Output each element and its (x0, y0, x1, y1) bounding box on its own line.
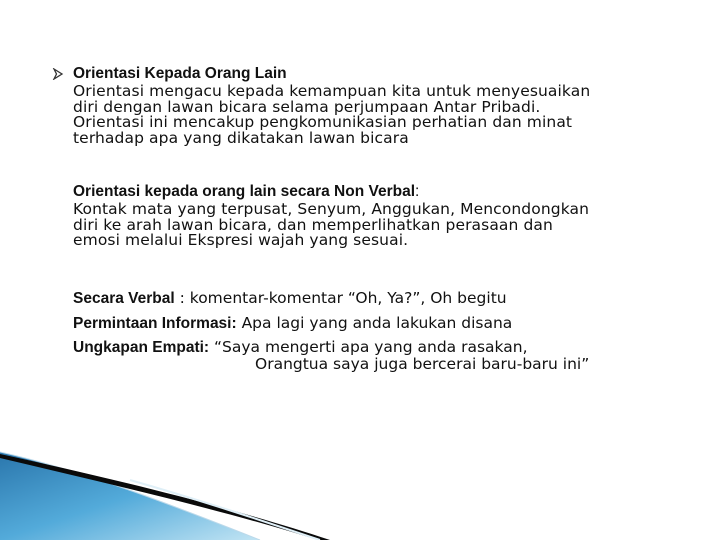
verbal-row (73, 286, 693, 311)
corner-decoration (0, 440, 720, 540)
section-title: Orientasi Kepada Orang Lain (73, 65, 287, 82)
body-line: Kontak mata yang terpusat, Senyum, Anggukan, Mencondongkan (73, 200, 590, 218)
body-line: emosi melalui Ekspresi wajah yang sesuai. (73, 231, 409, 249)
section-title (73, 182, 693, 202)
section-verbal (73, 286, 693, 372)
row-text: “Saya mengerti apa yang anda rasakan, (209, 338, 528, 356)
section-title-text: Orientasi kepada orang lain secara Non Verbal (73, 183, 415, 200)
section-title-suffix: : (415, 183, 420, 200)
body-line: terhadap apa yang dikatakan lawan bicara (73, 128, 409, 147)
section-orientasi (73, 64, 693, 146)
row-text: Apa lagi yang anda lakukan disana (236, 313, 513, 332)
continuation-line: Orangtua saya juga bercerai baru-baru ini” (255, 354, 590, 373)
body-line: Orientasi ini mencakup pengkomunikasian perhatian dan minat (73, 113, 573, 131)
arrow-bullet-icon (52, 68, 66, 82)
row-label: Permintaan Informasi: (73, 314, 237, 332)
row-text: : komentar-komentar “Oh, Ya?”, Oh begitu (174, 289, 507, 307)
body-line: Orientasi mengacu kepada kemampuan kita untuk menyesuaikan (73, 82, 591, 100)
row-label: Secara Verbal (73, 290, 175, 307)
row-label: Ungkapan Empati: (73, 339, 210, 356)
verbal-row (73, 311, 693, 336)
body-line: diri ke arah lawan bicara, dan memperlihatkan perasaan dan (73, 215, 553, 234)
section-non-verbal (73, 182, 693, 249)
body-line: diri dengan lawan bicara selama perjumpaan Antar Pribadi. (73, 97, 541, 116)
